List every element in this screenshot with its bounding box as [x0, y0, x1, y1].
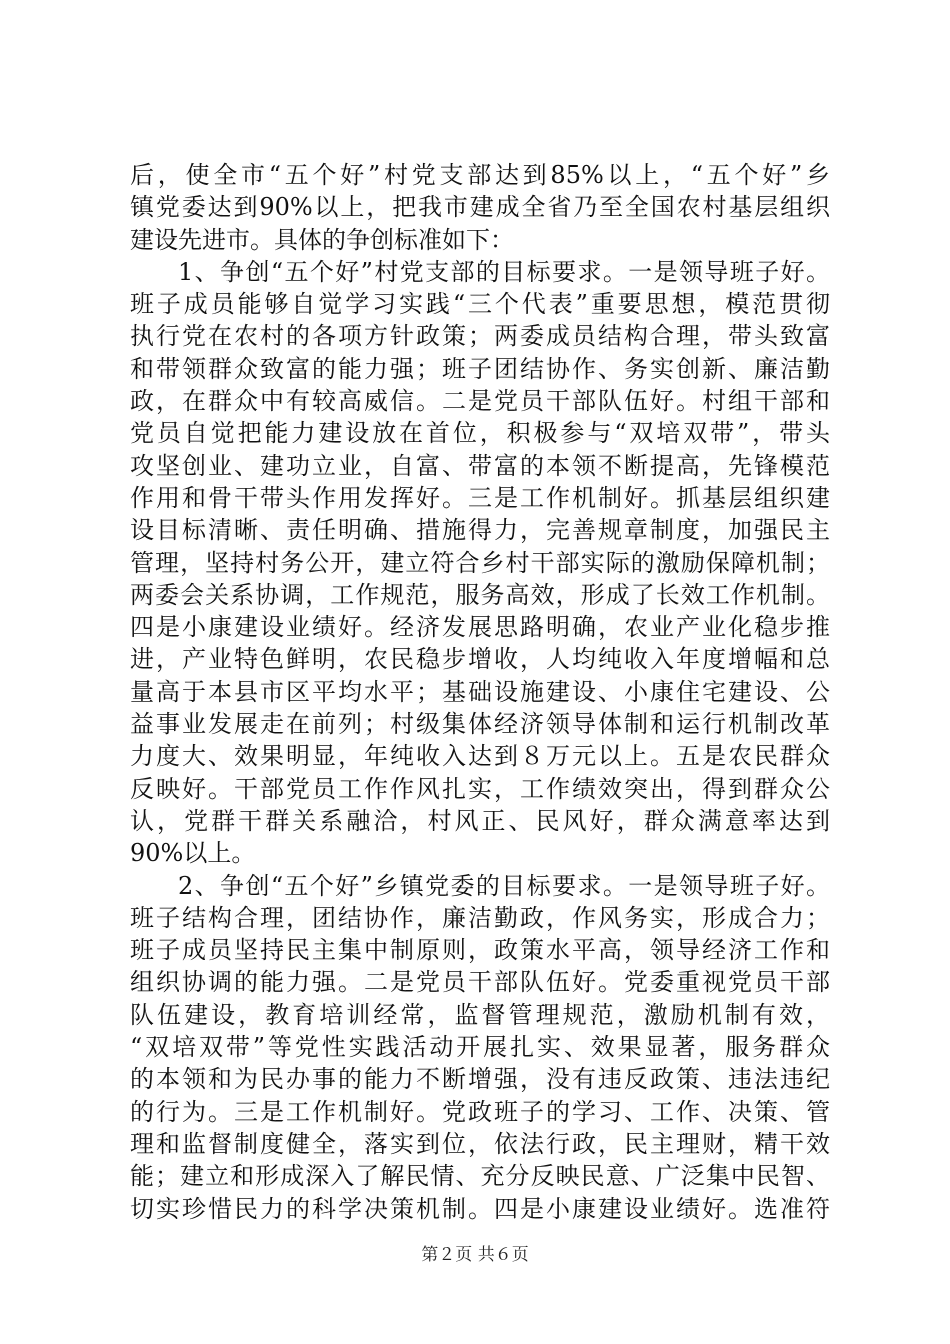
text-line: 攻坚创业、建功立业，自富、带富的本领不断提高，先锋模范 [130, 451, 830, 480]
text-line: 设目标清晰、责任明确、措施得力，完善规章制度，加强民主 [130, 516, 830, 545]
text-line: 镇党委达到90%以上，把我市建成全省乃至全国农村基层组织 [130, 193, 830, 222]
text-line: 四是小康建设业绩好。经济发展思路明确，农业产业化稳步推 [130, 613, 830, 642]
text-line: 作用和骨干带头作用发挥好。三是工作机制好。抓基层组织建 [130, 483, 830, 512]
text-line: 建设先进市。具体的争创标准如下： [130, 225, 514, 254]
paragraph-heading-2: 2、争创“五个好”乡镇党委的目标要求。一是领导班子好。 [178, 871, 830, 900]
text-line: 的本领和为民办事的能力不断增强，没有违反政策、违法违纪 [130, 1065, 830, 1094]
text-line: 益事业发展走在前列；村级集体经济领导体制和运行机制改革 [130, 710, 830, 739]
text-line: 的行为。三是工作机制好。党政班子的学习、工作、决策、管 [130, 1097, 830, 1126]
text-line: 力度大、效果明显，年纯收入达到８万元以上。五是农民群众 [130, 742, 830, 771]
text-line: 执行党在农村的各项方针政策；两委成员结构合理，带头致富 [130, 322, 830, 351]
page-number-footer: 第２页 共６页 [421, 1245, 529, 1265]
text-line: 班子成员坚持民主集中制原则，政策水平高，领导经济工作和 [130, 936, 830, 965]
text-line: 反映好。干部党员工作作风扎实，工作绩效突出，得到群众公 [130, 774, 830, 803]
paragraph-heading-1: 1、争创“五个好”村党支部的目标要求。一是领导班子好。 [178, 257, 830, 286]
text-line: 班子结构合理，团结协作，廉洁勤政，作风务实，形成合力； [130, 903, 830, 932]
text-line: 能；建立和形成深入了解民情、充分反映民意、广泛集中民智、 [130, 1162, 830, 1191]
text-line: 管理，坚持村务公开，建立符合乡村干部实际的激励保障机制； [130, 548, 830, 577]
text-line: 和带领群众致富的能力强；班子团结协作、务实创新、廉洁勤 [130, 354, 830, 383]
text-line: 组织协调的能力强。二是党员干部队伍好。党委重视党员干部 [130, 968, 830, 997]
text-line: 队伍建设，教育培训经常，监督管理规范，激励机制有效， [130, 1000, 830, 1029]
text-line: “双培双带”等党性实践活动开展扎实、效果显著，服务群众 [130, 1033, 830, 1062]
text-line: 进，产业特色鲜明，农民稳步增收，人均纯收入年度增幅和总 [130, 645, 830, 674]
text-line: 切实珍惜民力的科学决策机制。四是小康建设业绩好。选准符 [130, 1194, 830, 1223]
document-body [130, 159, 830, 1225]
text-line: 班子成员能够自觉学习实践“三个代表”重要思想，模范贯彻 [130, 290, 830, 319]
text-line: 认，党群干群关系融洽，村风正、民风好，群众满意率达到 [130, 806, 830, 835]
text-line: 90%以上。 [130, 839, 256, 868]
text-line: 理和监督制度健全，落实到位，依法行政，民主理财，精干效 [130, 1129, 830, 1158]
text-line: 两委会关系协调，工作规范，服务高效，形成了长效工作机制。 [130, 580, 830, 609]
text-line: 量高于本县市区平均水平；基础设施建设、小康住宅建设、公 [130, 677, 830, 706]
text-line: 党员自觉把能力建设放在首位，积极参与“双培双带”，带头 [130, 419, 830, 448]
text-line: 政，在群众中有较高威信。二是党员干部队伍好。村组干部和 [130, 387, 830, 416]
text-line: 后，使全市“五个好”村党支部达到85%以上，“五个好”乡 [130, 161, 830, 189]
